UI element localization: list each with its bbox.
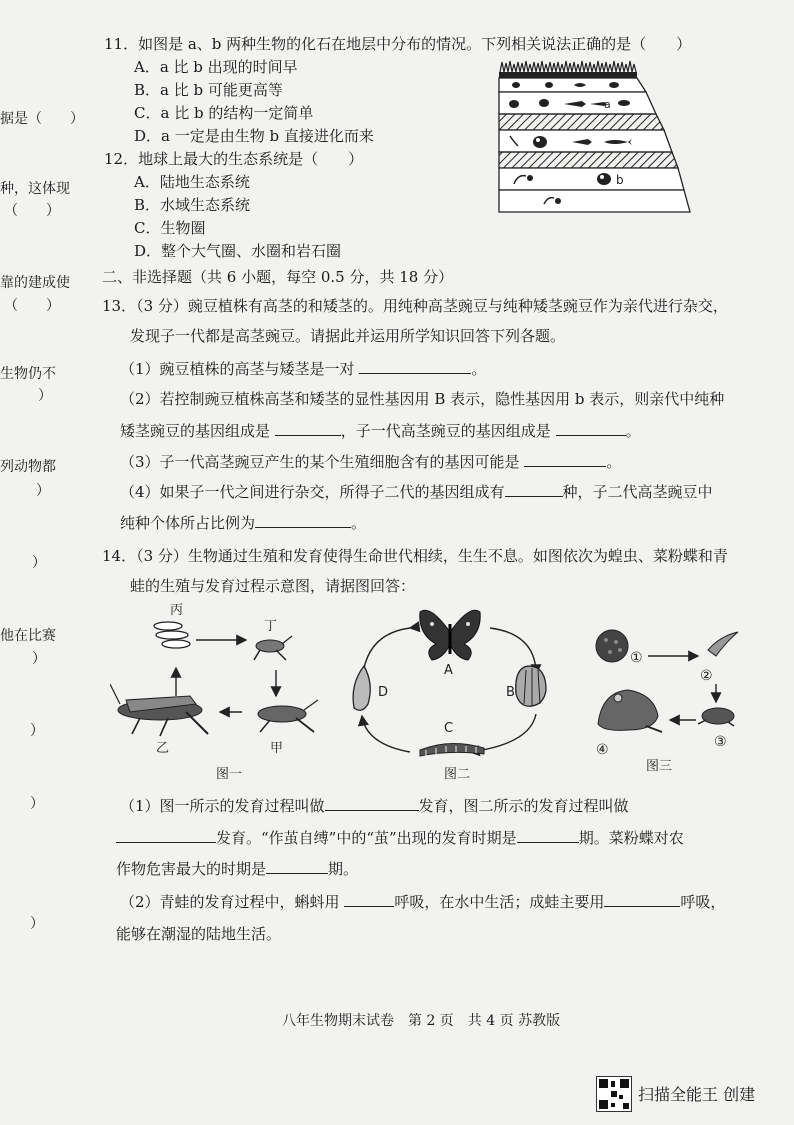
eggs-icon (154, 622, 190, 648)
figure-3-frog-cycle (588, 620, 748, 776)
label-C: C (444, 721, 454, 736)
label-D: D (378, 685, 389, 700)
left-fragment: ） (30, 796, 44, 812)
stratum-3 (499, 114, 664, 130)
answer-blank[interactable] (325, 795, 419, 811)
left-fragment: ） (30, 723, 44, 739)
q13-line1: 13．（3 分）豌豆植株有高茎的和矮茎的。用纯种高茎豌豆与纯种矮茎豌豆作为亲代进行杂交， (102, 297, 728, 315)
left-fragment: ） (36, 483, 50, 499)
q13-sub4-line1: （4）如果子一代之间进行杂交，所得子二代的基因组成有 种，子二代高茎豌豆中 (120, 483, 713, 501)
answer-blank[interactable] (517, 827, 579, 843)
left-fragment: 种，这体现 (0, 181, 70, 197)
left-fragment: （ ） (4, 298, 60, 314)
stratum-1 (499, 78, 646, 92)
nymph-large-icon (258, 700, 318, 732)
label-jia: 甲 (270, 741, 284, 756)
q14-sub1-line1: （1）图一所示的发育过程叫做 发育，图二所示的发育过程叫做 (120, 797, 629, 815)
q12-stem: 12．地球上最大的生态系统是（ ） (104, 150, 364, 168)
q13-sub2-line1: （2）若控制豌豆植株高茎和矮茎的显性基因用 B 表示，隐性基因用 b 表示，则亲代中纯种 (120, 390, 725, 408)
nymph-icon (254, 636, 292, 660)
fossil-strata-figure (494, 58, 694, 214)
figure-1-caption: 图一 (216, 767, 243, 782)
grass-icon (500, 61, 636, 72)
frog-adult-icon (598, 690, 662, 732)
left-fragment: （ ） (4, 203, 60, 219)
left-fragment: ） (32, 555, 46, 571)
q13-sub2-line2: 矮茎豌豆的基因组成是 ，子一代高茎豌豆的基因组成是 。 (120, 422, 641, 440)
egg-icon (516, 666, 546, 706)
q14-sub1-line3: 作物危害最大的时期是 期。 (116, 860, 359, 878)
figure-2-butterfly-cycle (340, 604, 560, 782)
soil-layer (499, 72, 637, 78)
q13-line2: 发现子一代都是高茎豌豆。请据此并运用所学知识回答下列各题。 (130, 327, 566, 345)
watermark-text: 扫描全能王 创建 (638, 1085, 756, 1104)
answer-blank[interactable] (275, 420, 341, 436)
left-fragment: 列动物都 (0, 459, 56, 475)
q14-line2: 蛙的生殖与发育过程示意图，请据图回答： (130, 577, 416, 595)
q13-sub3: （3）子一代高茎豌豆产生的某个生殖细胞含有的基因可能是 。 (120, 453, 622, 471)
q11-option-b: B．a 比 b 可能更高等 (134, 81, 283, 99)
q11-stem: 11．如图是 a、b 两种生物的化石在地层中分布的情况。下列相关说法正确的是（ ） (104, 35, 692, 53)
label-A: A (444, 663, 453, 678)
fossil-label-a: a (604, 98, 611, 111)
label-3: ③ (714, 734, 727, 750)
q13-sub4-line2: 纯种个体所占比例为 。 (120, 514, 367, 532)
left-fragment: 据是（ ） (0, 111, 84, 127)
left-fragment: ） (32, 651, 46, 667)
grasshopper-adult-icon (110, 684, 208, 736)
q11-option-d: D．a 一定是由生物 b 直接进化而来 (134, 127, 374, 145)
q11-option-a: A．a 比 b 出现的时间早 (134, 58, 298, 76)
q12-option-c: C．生物圈 (134, 219, 206, 237)
figure-2-caption: 图二 (444, 767, 471, 782)
answer-blank[interactable] (266, 858, 328, 874)
label-B: B (506, 685, 515, 700)
answer-blank[interactable] (556, 420, 626, 436)
qr-code-icon (596, 1076, 632, 1112)
answer-blank[interactable] (344, 891, 394, 907)
label-4: ④ (596, 742, 609, 758)
fossil-label-b: b (616, 173, 624, 187)
q12-option-a: A．陆地生态系统 (134, 173, 250, 191)
froglet-icon (698, 708, 734, 726)
page-footer: 八年生物期末试卷 第 2 页 共 4 页 苏教版 (282, 1013, 561, 1029)
label-1: ① (630, 650, 643, 666)
q14-line1: 14．（3 分）生物通过生殖和发育使得生命世代相续，生生不息。如图依次为蝗虫、菜粉蝶和青 (102, 547, 728, 565)
stratum-7 (499, 190, 690, 212)
q12-option-d: D．整个大气圈、水圈和岩石圈 (134, 242, 342, 260)
q14-sub2-line1: （2）青蛙的发育过程中，蝌蚪用 呼吸，在水中生活；成蛙主要用 呼吸， (120, 893, 726, 911)
larva-icon (420, 743, 484, 756)
frog-eggs-icon (596, 630, 628, 662)
left-fragment: 生物仍不 (0, 366, 56, 382)
label-ding: 丁 (264, 619, 278, 634)
section-heading: 二、非选择题（共 6 小题，每空 0.5 分，共 18 分） (102, 268, 454, 286)
q14-sub1-line2: 发育。“作茧自缚”中的“茧”出现的发育时期是 期。菜粉蝶对农 (116, 827, 684, 848)
label-yi: 乙 (156, 741, 170, 756)
stratum-5 (499, 152, 678, 168)
answer-blank[interactable] (524, 451, 606, 467)
answer-blank[interactable] (505, 481, 563, 497)
answer-blank[interactable] (604, 891, 680, 907)
answer-blank[interactable] (255, 512, 351, 528)
figure-1-grasshopper-cycle (110, 600, 330, 782)
butterfly-adult-icon (420, 610, 480, 660)
left-fragment: 靠的建成使 (0, 275, 70, 291)
tadpole-icon (708, 632, 738, 656)
label-2: ② (700, 668, 713, 684)
answer-blank[interactable] (359, 358, 471, 374)
q12-option-b: B．水域生态系统 (134, 196, 251, 214)
figure-3-caption: 图三 (646, 759, 673, 774)
left-fragment: 他在比赛 (0, 628, 56, 644)
q11-option-c: C．a 比 b 的结构一定简单 (134, 104, 314, 122)
left-fragment: ） (30, 916, 44, 932)
left-fragment: ） (38, 388, 52, 404)
stratum-6 (499, 168, 684, 190)
fossil-icon (509, 100, 519, 108)
q14-sub2-line2: 能够在潮湿的陆地生活。 (116, 925, 282, 943)
q13-sub1: （1）豌豆植株的高茎与矮茎是一对 。 (120, 360, 487, 378)
pupa-icon (353, 666, 370, 710)
label-bing: 丙 (170, 603, 184, 618)
answer-blank[interactable] (116, 827, 216, 843)
